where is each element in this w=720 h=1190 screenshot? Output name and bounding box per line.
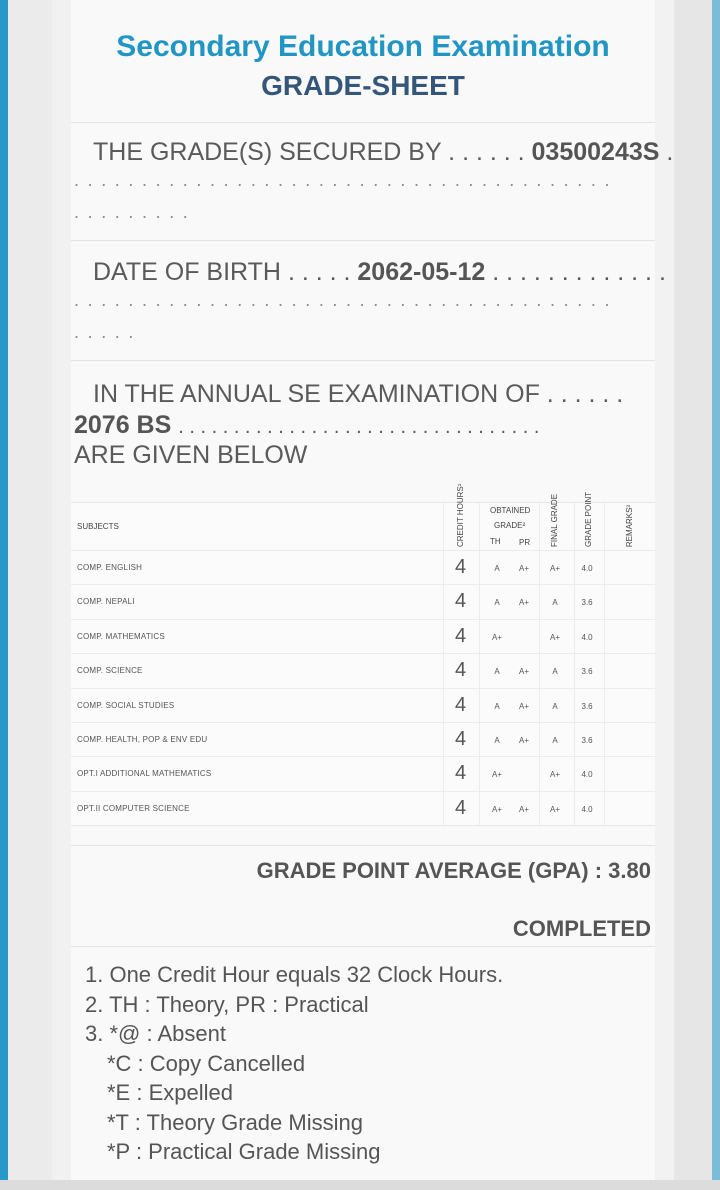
- gpa: GRADE POINT AVERAGE (GPA) : 3.80: [256, 858, 651, 883]
- footnote: 2. TH : Theory, PR : Practical: [85, 991, 369, 1017]
- table-row: [71, 653, 655, 688]
- pr-grade-cell: A+: [518, 598, 529, 608]
- grade-table: [71, 483, 655, 826]
- left-edge: [0, 0, 8, 1190]
- credit-cell: 4: [455, 659, 467, 682]
- footnote: *T : Theory Grade Missing: [107, 1109, 363, 1135]
- table-row: [71, 722, 655, 757]
- subject-cell: OPT.II COMPUTER SCIENCE: [77, 803, 190, 813]
- exam-year: 2076 BS: [74, 411, 172, 439]
- exam-title: Secondary Education Examination: [116, 30, 610, 63]
- pr-grade-cell: A+: [518, 667, 529, 677]
- subject-cell: COMP. NEPALI: [77, 597, 135, 607]
- footnotes: [85, 960, 503, 1167]
- credit-cell: 4: [455, 728, 467, 750]
- pr-grade-cell: A+: [518, 736, 529, 745]
- header-remarks: REMARKS³: [625, 504, 634, 548]
- divider: [71, 845, 655, 846]
- th-grade-cell: A+: [491, 770, 502, 780]
- subject-cell: COMP. SOCIAL STUDIES: [77, 700, 175, 710]
- grade-point-cell: 3.6: [581, 701, 593, 711]
- exam-dots: . . . . . .: [546, 380, 624, 408]
- divider: [71, 360, 655, 361]
- secured-label: THE GRADE(S) SECURED BY: [93, 138, 442, 166]
- final-grade-cell: A+: [549, 804, 560, 814]
- table-row: [71, 756, 655, 791]
- dob-line: [93, 258, 666, 287]
- secured-trail-dot: .: [666, 138, 674, 166]
- dob-value: 2062-05-12: [357, 258, 486, 286]
- subject-cell: COMP. MATHEMATICS: [77, 631, 165, 641]
- final-grade-cell: A+: [549, 564, 560, 573]
- secured-line: [93, 138, 673, 167]
- credit-cell: 4: [455, 762, 467, 785]
- grade-point-cell: 4.0: [581, 632, 593, 642]
- subject-cell: COMP. ENGLISH: [77, 563, 143, 572]
- header-final-grade: FINAL GRADE: [550, 493, 559, 547]
- table-row: [71, 550, 655, 585]
- grade-point-cell: 3.6: [581, 736, 593, 745]
- header-credit-hours: CREDIT HOURS¹: [456, 483, 465, 547]
- subject-cell: COMP. HEALTH, POP & ENV EDU: [77, 735, 208, 744]
- status-completed: COMPLETED: [512, 916, 651, 941]
- final-grade-cell: A+: [549, 770, 560, 780]
- final-grade-cell: A: [552, 736, 558, 745]
- th-grade-cell: A+: [491, 804, 502, 814]
- header-grade: GRADE²: [494, 521, 526, 530]
- pr-grade-cell: A+: [518, 701, 529, 711]
- pr-grade-cell: A+: [518, 804, 529, 814]
- given-below-label: ARE GIVEN BELOW: [74, 441, 308, 469]
- grade-point-cell: 3.6: [581, 598, 593, 608]
- grade-sheet: [71, 0, 674, 1180]
- table-row: [71, 584, 655, 619]
- header-obtained: OBTAINED: [490, 506, 531, 515]
- exam-year-line: [74, 411, 539, 440]
- subject-cell: COMP. SCIENCE: [77, 666, 143, 676]
- bottom-bar: [0, 1180, 720, 1190]
- footnote: 3. *@ : Absent: [85, 1021, 226, 1046]
- credit-cell: 4: [455, 590, 467, 613]
- final-grade-cell: A: [552, 598, 558, 608]
- th-grade-cell: A: [494, 701, 500, 711]
- dotted-line: .........: [74, 202, 197, 222]
- table-row: [71, 619, 655, 654]
- right-edge: [712, 0, 720, 1190]
- footnote: 1. One Credit Hour equals 32 Clock Hours.: [85, 962, 504, 987]
- dob-trail-dots: . . . . . . . . . . . . .: [492, 258, 666, 286]
- pr-grade-cell: A+: [518, 564, 529, 573]
- credit-cell: 4: [455, 796, 467, 819]
- subject-cell: OPT.I ADDITIONAL MATHEMATICS: [77, 769, 212, 779]
- footnote: *P : Practical Grade Missing: [107, 1139, 381, 1164]
- final-grade-cell: A+: [549, 632, 560, 642]
- header-subjects: SUBJECTS: [77, 522, 119, 531]
- divider: [71, 240, 655, 241]
- dob-label: DATE OF BIRTH: [93, 258, 281, 286]
- grade-point-cell: 4.0: [581, 770, 593, 780]
- credit-cell: 4: [455, 624, 467, 647]
- header-grade-point: GRADE POINT: [584, 491, 593, 547]
- exam-line: [93, 380, 623, 409]
- dotted-line: ........................................: [74, 290, 619, 310]
- footnote: *E : Expelled: [107, 1080, 233, 1105]
- header-th: TH: [490, 537, 501, 546]
- final-grade-cell: A: [552, 667, 558, 677]
- exam-year-dots: . . . . . . . . . . . . . . . . . . . . . . . . . . . . . . . . .: [178, 416, 540, 438]
- footnote: *C : Copy Cancelled: [107, 1050, 306, 1076]
- th-grade-cell: A+: [491, 632, 502, 642]
- header-pr: PR: [519, 538, 531, 547]
- final-grade-cell: A: [552, 701, 558, 711]
- exam-label: IN THE ANNUAL SE EXAMINATION OF: [93, 380, 540, 408]
- right-margin: [674, 0, 712, 1190]
- grade-point-cell: 3.6: [581, 667, 593, 677]
- left-gutter: [52, 0, 71, 1190]
- dotted-line: .....: [74, 322, 143, 342]
- grade-point-cell: 4.0: [581, 804, 593, 814]
- dotted-line: ........................................: [74, 170, 619, 190]
- th-grade-cell: A: [494, 667, 500, 677]
- th-grade-cell: A: [494, 564, 500, 573]
- th-grade-cell: A: [494, 736, 500, 745]
- symbol-number: 03500243S: [531, 138, 660, 166]
- credit-cell: 4: [455, 693, 467, 716]
- table-row: [71, 688, 655, 723]
- left-margin: [8, 0, 52, 1190]
- divider: [71, 122, 655, 123]
- secured-lead-dots: . . . . . .: [448, 138, 525, 166]
- th-grade-cell: A: [494, 598, 500, 608]
- credit-cell: 4: [455, 556, 467, 578]
- sheet-subtitle: GRADE-SHEET: [261, 70, 465, 101]
- dob-lead-dots: . . . . .: [287, 258, 351, 286]
- grade-point-cell: 4.0: [581, 564, 593, 573]
- divider: [71, 946, 655, 947]
- right-gutter: [655, 0, 674, 1190]
- table-row: [71, 791, 655, 826]
